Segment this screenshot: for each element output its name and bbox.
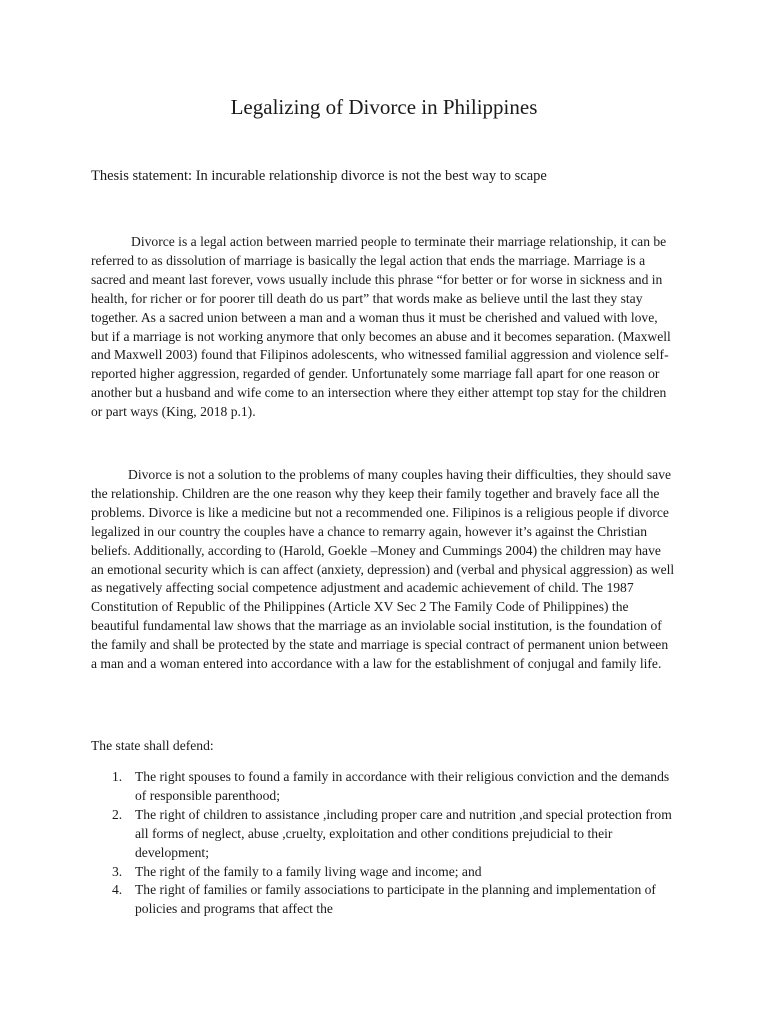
list-item-number: 1. <box>112 769 123 784</box>
rights-list <box>91 768 677 919</box>
list-item-text: The right of children to assistance ,including proper care and nutrition ,and special protection from all forms of neglect, abuse ,cruelty, exploitation and other conditions prejudicial to their development; <box>135 806 672 860</box>
paragraph-divorce-not-solution: Divorce is not a solution to the problems of many couples having their difficulties, they should save the relationship. Children are the one reason why they keep their family together and bravely face all the problems. Divorce is like a medicine but not a recommended one. Filipinos is a religious people if divorce legalized in our country the couples have a chance to remarry again, however it’s against the Christian beliefs. Additionally, according to (Harold, Goekle –Money and Cummings 2004) the children may have an emotional security which is can affect (anxiety, depression) and (verbal and physical aggression) as well as negatively affecting social competence adjustment and academic achievement of child. The 1987 Constitution of Republic of the Philippines (Article XV Sec 2 The Family Code of Philippines) the beautiful fundamental law shows that the marriage as an inviolable social institution, is the foundation of the family and shall be protected by the state and marriage is special contract of permanent union between a man and a woman entered into accordance with a law for the establishment of conjugal and family life. <box>91 467 675 672</box>
document-title: Legalizing of Divorce in Philippines <box>230 95 538 119</box>
list-item-text: The right of the family to a family living wage and income; and <box>135 863 482 879</box>
list-item-number: 3. <box>112 863 123 879</box>
list-item <box>91 881 677 919</box>
thesis-statement: Thesis statement: In incurable relationship divorce is not the best way to scape <box>91 168 547 184</box>
list-item <box>91 863 677 882</box>
list-item <box>91 806 677 863</box>
list-item <box>91 768 677 806</box>
list-item-number: 2. <box>112 806 123 822</box>
list-item-text: The right of families or family associations to participate in the planning and implementation of policies and programs that affect the <box>135 882 656 917</box>
list-item-number: 4. <box>112 882 123 898</box>
paragraph-divorce-definition: Divorce is a legal action between married people to terminate their marriage relationship, it can be referred to as dissolution of marriage is basically the legal action that ends the marriage. Marriage is a sacred and meant last forever, vows usually include this phrase “for better or for worse in sickness and in health, for richer or for poorer till death do us part” that words make as believe until the last they stay together. As a sacred union between a man and a woman thus it must be cherished and valued with love, but if a marriage is not working anymore that only becomes an abuse and it becomes separation. (Maxwell and Maxwell 2003) found that Filipinos adolescents, who witnessed familial aggression and violence self-reported higher aggression, regarded of gender. Unfortunately some marriage fall apart for one reason or another but a husband and wife come to an intersection where they either attempt top stay for the children or part ways (King, 2018 p.1). <box>91 234 671 420</box>
state-defend-heading: The state shall defend: <box>91 738 214 753</box>
list-item-text: The right spouses to found a family in accordance with their religious conviction and the demands of responsible parenthood; <box>135 769 670 803</box>
